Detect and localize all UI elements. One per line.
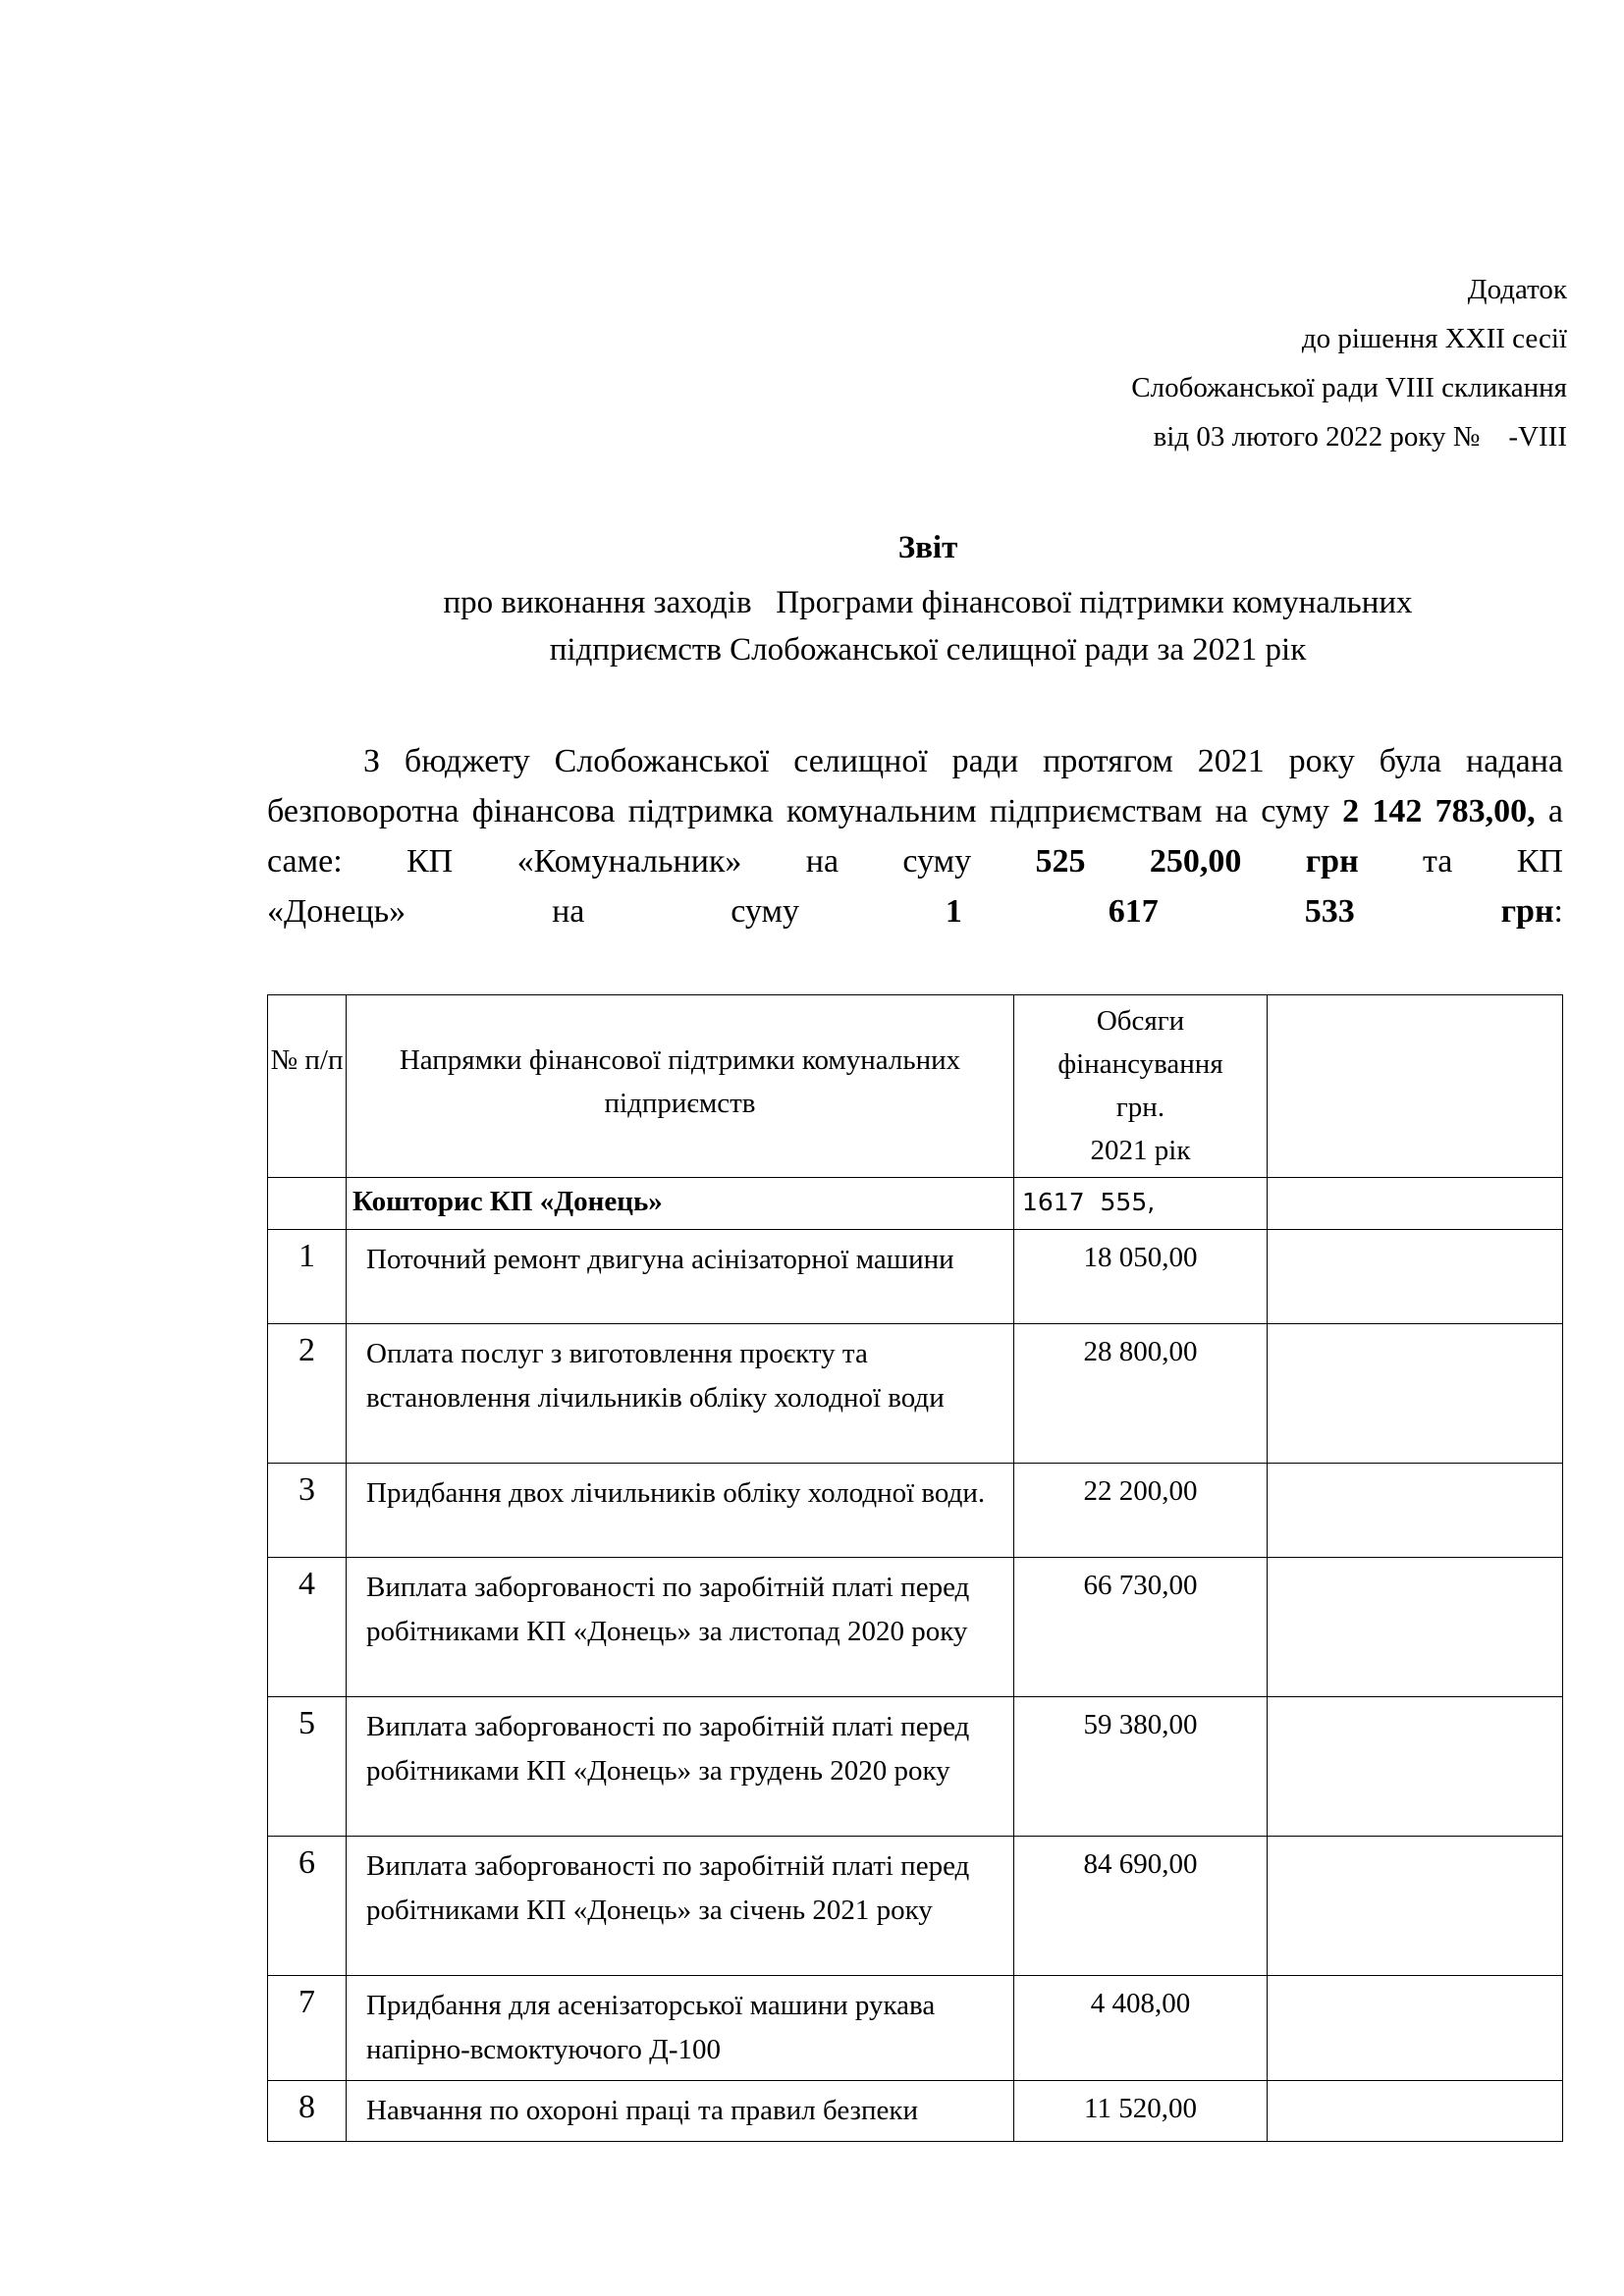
- report-title: Звіт: [897, 530, 958, 565]
- header-volume-line: 2021 рік: [1090, 1135, 1191, 1166]
- donets-sum: 1 617 533 грн: [945, 893, 1554, 930]
- intro-text-part: З бюджету Слобожанської селищної ради протягом 2021 року була надана безповоротна фінансова підтримка комунальним підприємствам на суму: [267, 743, 1563, 829]
- table-row: [268, 1697, 1563, 1837]
- subtitle-line: підприємств Слобожанської селищної ради за 2021 рік: [549, 632, 1307, 667]
- row-number: 5: [268, 1697, 347, 1837]
- funding-table: [267, 994, 1563, 2142]
- intro-text-part: «Донець» на суму: [267, 893, 946, 930]
- intro-text-part: а саме: КП «Комунальник» на суму: [267, 793, 1563, 880]
- intro-text-part: :: [1553, 893, 1563, 930]
- row-amount: 66 730,00: [1014, 1558, 1268, 1697]
- row-amount: 28 800,00: [1014, 1324, 1268, 1464]
- intro-paragraph: [267, 736, 1563, 936]
- row-number: 2: [268, 1324, 347, 1464]
- intro-text-part: та КП: [1358, 843, 1563, 880]
- row-empty: [1268, 1464, 1563, 1558]
- row-direction: Виплата заборгованості по заробітній платі перед робітниками КП «Донець» за січень 2021 року: [347, 1837, 1014, 1976]
- header-number: № п/п: [268, 995, 347, 1178]
- row-number: 3: [268, 1464, 347, 1558]
- row-direction: Поточний ремонт двигуна асінізаторної машини: [347, 1230, 1014, 1324]
- table-row: [268, 1324, 1563, 1464]
- estimate-label: Кошторис КП «Донець»: [347, 1178, 1014, 1230]
- estimate-empty: [1268, 1178, 1563, 1230]
- row-number: 6: [268, 1837, 347, 1976]
- addendum-line: Додаток: [1467, 274, 1567, 305]
- addendum-line: Слобожанської ради VIII скликання: [1131, 372, 1567, 403]
- estimate-row: [268, 1178, 1563, 1230]
- row-amount: 22 200,00: [1014, 1464, 1268, 1558]
- estimate-value: 1617 555,: [1014, 1178, 1268, 1230]
- row-empty: [1268, 1324, 1563, 1464]
- table-row: [268, 1464, 1563, 1558]
- row-empty: [1268, 1697, 1563, 1837]
- row-empty: [1268, 1976, 1563, 2081]
- row-empty: [1268, 1230, 1563, 1324]
- row-number: 7: [268, 1976, 347, 2081]
- table-row: [268, 1976, 1563, 2081]
- intro-text: [267, 736, 1563, 886]
- table-body: [268, 1230, 1563, 2142]
- header-direction: Напрямки фінансової підтримки комунальних підприємств: [347, 995, 1014, 1178]
- estimate-num-empty: [268, 1178, 347, 1230]
- table-row: [268, 1558, 1563, 1697]
- row-direction: Навчання по охороні праці та правил безпеки: [347, 2081, 1014, 2142]
- report-subtitle: [295, 579, 1561, 673]
- table-row: [268, 1837, 1563, 1976]
- row-amount: 18 050,00: [1014, 1230, 1268, 1324]
- table-header-row: [268, 995, 1563, 1178]
- row-empty: [1268, 1837, 1563, 1976]
- row-direction: Виплата заборгованості по заробітній платі перед робітниками КП «Донець» за грудень 2020 року: [347, 1697, 1014, 1837]
- row-number: 4: [268, 1558, 347, 1697]
- row-amount: 4 408,00: [1014, 1976, 1268, 2081]
- row-empty: [1268, 2081, 1563, 2142]
- row-amount: 59 380,00: [1014, 1697, 1268, 1837]
- row-empty: [1268, 1558, 1563, 1697]
- subtitle-line: про виконання заходів Програми фінансової підтримки комунальних: [443, 585, 1413, 620]
- row-number: 1: [268, 1230, 347, 1324]
- header-volume-line: Обсяги: [1096, 1005, 1185, 1037]
- intro-text-last: [267, 886, 1563, 936]
- row-number: 8: [268, 2081, 347, 2142]
- row-amount: 11 520,00: [1014, 2081, 1268, 2142]
- addendum-line: від 03 лютого 2022 року № -VIII: [1153, 421, 1567, 453]
- row-direction: Придбання двох лічильників обліку холодної води.: [347, 1464, 1014, 1558]
- row-direction: Виплата заборгованості по заробітній платі перед робітниками КП «Донець» за листопад 2020 року: [347, 1558, 1014, 1697]
- header-volume-line: грн.: [1115, 1092, 1165, 1123]
- addendum-line: до рішення XXII сесії: [1301, 323, 1567, 354]
- addendum-block: [1131, 265, 1567, 461]
- total-sum: 2 142 783,00,: [1342, 793, 1536, 829]
- table-row: [268, 2081, 1563, 2142]
- header-volume-line: фінансування: [1057, 1048, 1223, 1080]
- header-volume: [1014, 995, 1268, 1178]
- header-empty: [1268, 995, 1563, 1178]
- komunalnyk-sum: 525 250,00 грн: [1035, 843, 1359, 880]
- row-amount: 84 690,00: [1014, 1837, 1268, 1976]
- row-direction: Оплата послуг з виготовлення проєкту та встановлення лічильників обліку холодної води: [347, 1324, 1014, 1464]
- row-direction: Придбання для асенізаторської машини рукава напірно-всмоктуючого Д-100: [347, 1976, 1014, 2081]
- table-row: [268, 1230, 1563, 1324]
